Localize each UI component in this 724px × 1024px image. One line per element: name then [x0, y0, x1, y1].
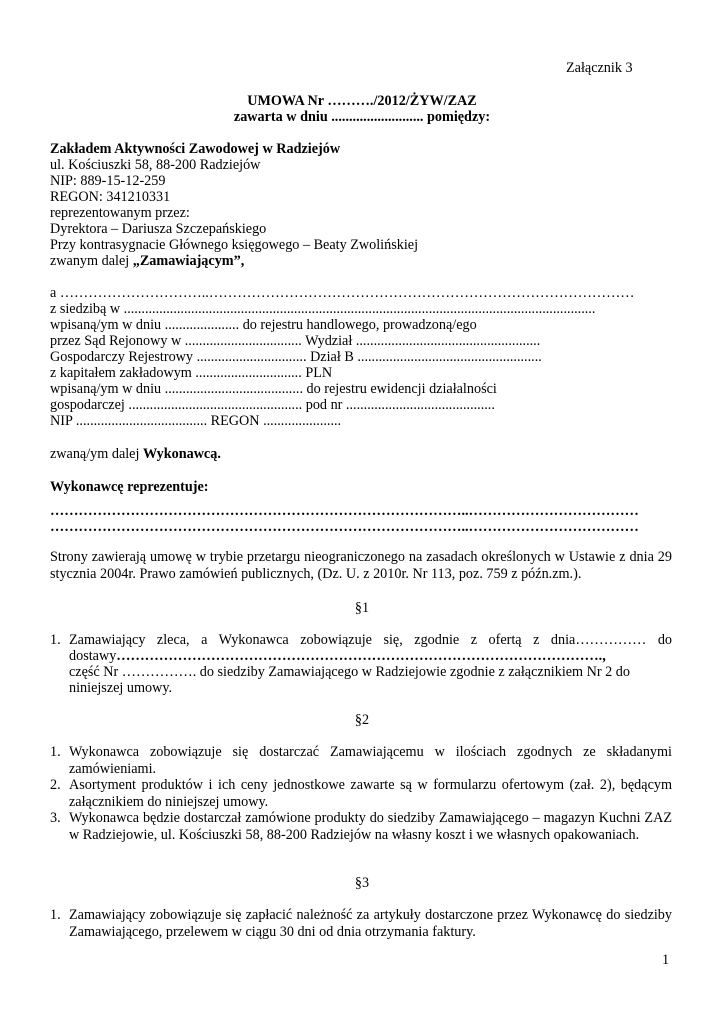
- section-1-line-4: niniejszej umowy.: [69, 680, 173, 696]
- party2-called-name: Wykonawcą.: [142, 446, 221, 462]
- party1-address: ul. Kościuszki 58, 88-200 Radziejów: [50, 157, 261, 173]
- party1-represented: reprezentowanym przez:: [50, 205, 190, 221]
- attachment-label: Załącznik 3: [566, 60, 633, 76]
- representation-dots-2: ……………………………………………………………………………..………………………………: [50, 519, 639, 535]
- section-1-delivery-label: dostawy: [69, 648, 117, 664]
- section-2-item-2: Asortyment produktów i ich ceny jednostkowe zawarte są w formularzu ofertowym (zał. 2), będącym załącznikiem do niniejszej umowy.: [69, 777, 672, 810]
- section-2-heading: §2: [354, 712, 370, 728]
- party1-called-prefix: zwanym dalej: [50, 253, 133, 269]
- section-1-heading: §1: [354, 600, 370, 616]
- section-1-line-1: Zamawiający zleca, a Wykonawca zobowiązuje się, zgodnie z ofertą z dnia…………… do: [69, 632, 672, 648]
- representation-dots-1: ……………………………………………………………………………..………………………………: [50, 503, 639, 519]
- party2-called-prefix: zwaną/ym dalej: [50, 446, 143, 462]
- contract-title: UMOWA Nr ………./2012/ŻYW/ZAZ: [247, 93, 477, 109]
- party1-called-name: „Zamawiającym”,: [132, 253, 245, 269]
- party2-called: [50, 446, 221, 462]
- party1-called: [50, 253, 244, 269]
- section-1-line-3: część Nr ……………. do siedziby Zamawiającego w Radziejowie zgodnie z załącznikiem Nr 2 do: [69, 664, 630, 680]
- section-3-item-number: 1.: [50, 907, 61, 923]
- party1-director: Dyrektora – Dariusza Szczepańskiego: [50, 221, 267, 237]
- section-3-heading: §3: [354, 875, 370, 891]
- party2-registration: wpisaną/ym w dniu ..................... do rejestru handlowego, prowadzoną/ego: [50, 317, 477, 333]
- section-1-delivery-dots: ………………………………………………………………………………………….,: [116, 648, 606, 664]
- section-3-item-1: Zamawiający zobowiązuje się zapłacić należność za artykuły dostarczone przez Wykonawcę do siedziby Zamawiającego, przelewem w ciągu 30 dni od dnia otrzymania faktury.: [69, 907, 672, 940]
- party2-nip-regon: NIP ..................................... REGON ......................: [50, 413, 342, 429]
- party2-capital: z kapitałem zakładowym .............................. PLN: [50, 365, 333, 381]
- party1-nip: NIP: 889-15-12-259: [50, 173, 166, 189]
- party2-econ-register: Gospodarczy Rejestrowy ............................... Dział B ....................................................: [50, 349, 542, 365]
- party1-countersign: Przy kontrasygnacie Głównego księgowego – Beaty Zwolińskiej: [50, 237, 419, 253]
- party2-line-a: a …………………………..………………………………………………………………………………: [50, 285, 635, 301]
- section-2-item-1-number: 1.: [50, 744, 61, 760]
- party2-business: gospodarczej ................................................. pod nr ..........................................: [50, 397, 495, 413]
- section-2-item-1: Wykonawca zobowiązuje się dostarczać Zamawiającemu w ilościach zgodnych ze składanymi zamówieniami.: [69, 744, 672, 777]
- contract-subtitle: zawarta w dniu .......................... pomiędzy:: [233, 109, 491, 125]
- party1-name: Zakładem Aktywności Zawodowej w Radziejów: [50, 141, 341, 157]
- party2-court: przez Sąd Rejonowy w ................................. Wydział ....................................................: [50, 333, 541, 349]
- representation-heading: Wykonawcę reprezentuje:: [50, 479, 209, 495]
- section-2-item-3: Wykonawca będzie dostarczał zamówione produkty do siedziby Zamawiającego – magazyn Kuchni ZAZ w Radziejowie, ul. Kościuszki 58, 88-200 Radziejów na własny koszt i we własnych opakowaniach.: [69, 810, 672, 843]
- section-1-line-2: [69, 648, 606, 664]
- intro-paragraph: Strony zawierają umowę w trybie przetargu nieograniczonego na zasadach określonych w Ustawie z dnia 29 stycznia 2004r. Prawo zamówień publicznych, (Dz. U. z 2010r. Nr 113, poz. 759 z późn.zm.).: [50, 549, 672, 582]
- party2-registration-2: wpisaną/ym w dniu ....................................... do rejestru ewidencji działalności: [50, 381, 497, 397]
- section-2-item-2-number: 2.: [50, 777, 61, 793]
- party2-seat: z siedzibą w .....................................................................................................................................: [50, 301, 596, 317]
- party1-regon: REGON: 341210331: [50, 189, 171, 205]
- page-number: 1: [662, 952, 670, 968]
- section-1-item-number: 1.: [50, 632, 61, 648]
- section-2-item-3-number: 3.: [50, 810, 61, 826]
